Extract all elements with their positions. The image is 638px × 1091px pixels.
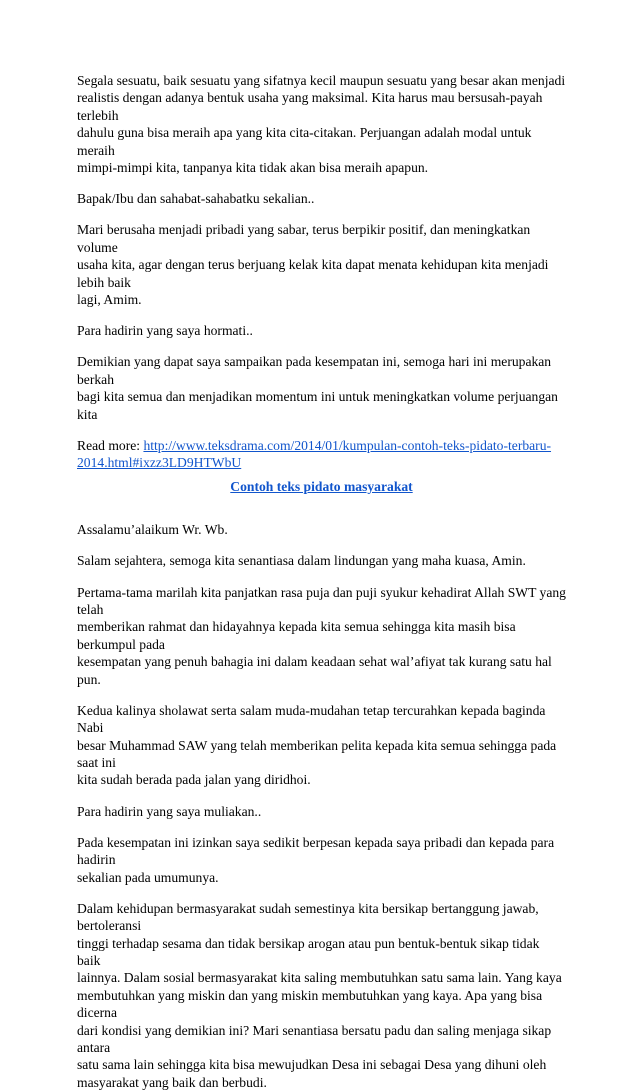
text-line: dari kondisi yang demikian ini? Mari senantiasa bersatu padu dan saling menjaga sikap antara xyxy=(77,1022,552,1056)
read-more-link[interactable] xyxy=(77,438,551,470)
paragraph xyxy=(77,353,566,423)
text-line: dahulu guna bisa meraih apa yang kita cita-citakan. Perjuangan adalah modal untuk meraih xyxy=(77,125,532,158)
text-line: Assalamu’alaikum Wr. Wb. xyxy=(77,522,228,538)
text-line: Bapak/Ibu dan sahabat-sahabatku sekalian.. xyxy=(77,191,315,207)
text-line: Pertama-tama marilah kita panjatkan rasa puja dan puji syukur kehadirat Allah SWT yang telah xyxy=(77,584,566,617)
paragraph xyxy=(77,803,566,820)
text-line: tinggi terhadap sesama dan tidak bersikap arogan atau pun bentuk-bentuk sikap tidak baik xyxy=(77,935,540,969)
text-line: Dalam kehidupan bermasyarakat sudah semestinya kita bersikap bertanggung jawab, bertoleransi xyxy=(77,900,539,934)
body-bottom xyxy=(77,521,566,1091)
text-line: Demikian yang dapat saya sampaikan pada kesempatan ini, semoga hari ini merupakan berkah xyxy=(77,354,552,387)
text-line: satu sama lain sehingga kita bisa mewujudkan Desa ini sebagai Desa yang dihuni oleh xyxy=(77,1057,547,1073)
text-line: mimpi-mimpi kita, tanpanya kita tidak akan bisa meraih apapun. xyxy=(77,160,429,176)
text-line: lagi, Amim. xyxy=(77,292,142,308)
body-top xyxy=(77,72,566,423)
paragraph xyxy=(77,702,566,789)
text-line: memberikan rahmat dan hidayahnya kepada kita semua sehingga kita masih bisa berkumpul pada xyxy=(77,619,516,652)
text-line: Mari berusaha menjadi pribadi yang sabar, terus berpikir positif, dan meningkatkan volume xyxy=(77,222,531,255)
text-line: Salam sejahtera, semoga kita senantiasa dalam lindungan yang maha kuasa, Amin. xyxy=(77,553,526,569)
section-title-link[interactable]: Contoh teks pidato masyarakat xyxy=(230,478,413,494)
paragraph xyxy=(77,900,566,1091)
read-more-label: Read more: xyxy=(77,437,144,453)
read-more-url-line1: http://www.teksdrama.com/2014/01/kumpulan-contoh-teks-pidato-terbaru- xyxy=(143,437,552,453)
paragraph xyxy=(77,190,566,207)
read-more-url-line2: 2014.html#ixzz3LD9HTWbU xyxy=(77,455,242,471)
paragraph xyxy=(77,552,566,569)
text-line: Pada kesempatan ini izinkan saya sedikit berpesan kepada saya pribadi dan kepada para hadirin xyxy=(77,834,555,868)
text-line: realistis dengan adanya bentuk usaha yang maksimal. Kita harus mau bersusah-payah terlebih xyxy=(77,90,543,123)
text-line: kita sudah berada pada jalan yang diridhoi. xyxy=(77,772,311,788)
text-line: membutuhkan yang miskin dan yang miskin membutuhkan yang kaya. Apa yang bisa dicerna xyxy=(77,987,543,1021)
text-line: besar Muhammad SAW yang telah memberikan pelita kepada kita semua sehingga pada saat ini xyxy=(77,737,557,770)
text-line: lainnya. Dalam sosial bermasyarakat kita saling membutuhkan satu sama lain. Yang kaya xyxy=(77,970,562,986)
paragraph xyxy=(77,521,566,538)
section-title-row xyxy=(77,478,566,495)
paragraph xyxy=(77,322,566,339)
text-line: kesempatan yang penuh bahagia ini dalam keadaan sehat wal’afiyat tak kurang satu hal pun. xyxy=(77,654,552,687)
text-line: Para hadirin yang saya muliakan.. xyxy=(77,803,262,819)
text-line: masyarakat yang baik dan berbudi. xyxy=(77,1074,267,1090)
text-line: Kedua kalinya sholawat serta salam muda-mudahan tetap tercurahkan kepada baginda Nabi xyxy=(77,702,546,736)
text-line: Segala sesuatu, baik sesuatu yang sifatnya kecil maupun sesuatu yang besar akan menjadi xyxy=(77,73,566,88)
text-line: bagi kita semua dan menjadikan momentum ini untuk meningkatkan volume perjuangan kita xyxy=(77,389,558,422)
paragraph xyxy=(77,221,566,308)
paragraph xyxy=(77,834,566,886)
read-more-line xyxy=(77,437,566,472)
text-line: sekalian pada umumunya. xyxy=(77,869,219,885)
text-line: Para hadirin yang saya hormati.. xyxy=(77,323,253,339)
text-line: usaha kita, agar dengan terus berjuang kelak kita dapat menata kehidupan kita menjadi lebih baik xyxy=(77,257,549,290)
paragraph xyxy=(77,72,566,176)
paragraph xyxy=(77,584,566,688)
